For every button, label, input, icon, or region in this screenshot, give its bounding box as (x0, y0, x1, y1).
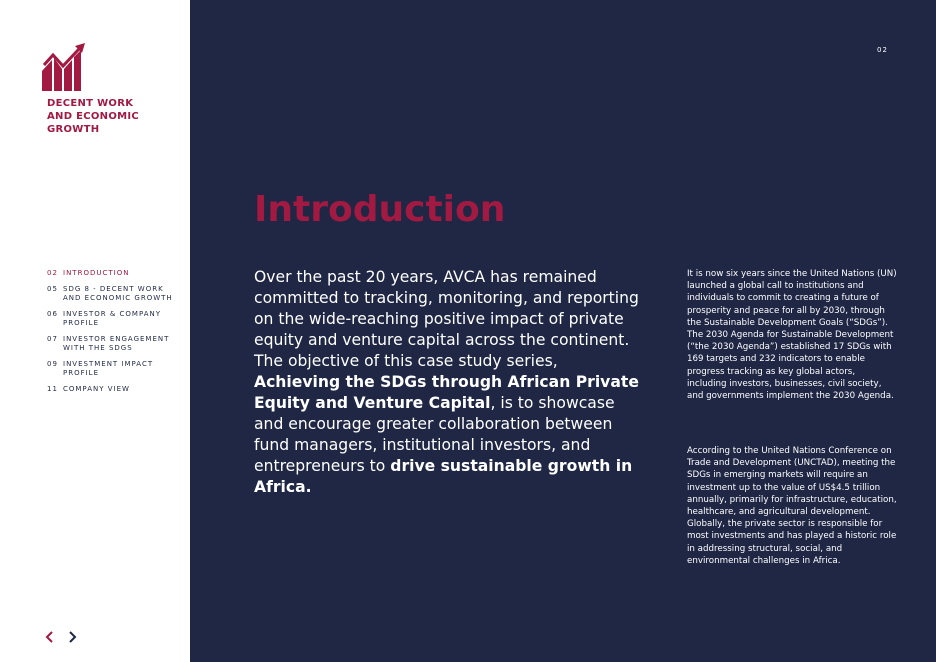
toc-item-investment-impact[interactable] (47, 360, 187, 379)
sdg-title-line: AND ECONOMIC (47, 111, 140, 122)
toc-item-investor-company-profile[interactable] (47, 310, 187, 329)
page-number: 02 (877, 46, 888, 54)
chevron-left-icon[interactable] (44, 630, 56, 644)
lead-text: , is to showcase and encourage greater collaboration between fund managers, institutional investors, and entrepreneurs to (254, 394, 615, 475)
toc-label: INVESTOR & COMPANY PROFILE (63, 309, 162, 327)
toc-item-sdg8[interactable] (47, 285, 187, 304)
toc-number: 09 (47, 359, 58, 368)
toc-label: INVESTMENT IMPACT PROFILE (63, 359, 154, 377)
toc-number: 07 (47, 334, 58, 343)
toc-number: 05 (47, 284, 58, 293)
toc-label: INVESTOR ENGAGEMENT WITH THE SDGS (63, 334, 170, 352)
lead-bold-closing: drive sustainable growth in Africa. (254, 457, 633, 496)
body-paragraph: According to the United Nations Conference on Trade and Development (UNCTAD), meeting the SDGs in emerging markets will require an investment up to the value of US$4.5 trillion annually, primarily for infrastructure, education, healthcare, and agricultural development. Globally, the private sector is responsible for most investments and has played a historic role in addressing structural, social, and environmental challenges in Africa. (687, 446, 897, 566)
body-paragraph: It is now six years since the United Nations (UN) launched a global call to institutions and individuals to commit to creating a future of prosperity and peace for all by 2030, through the Sustainable Development Goals (“SDGs”). The 2030 Agenda for Sustainable Development (“the 2030 Agenda”) established 17 SDGs with 169 targets and 232 indicators to enable progress tracking as key global actors, including investors, businesses, civil society, and governments implement the 2030 Agenda. (687, 269, 897, 402)
toc-number: 06 (47, 309, 58, 318)
page-navigation (44, 630, 84, 644)
page-title: Introduction (254, 189, 506, 230)
toc-label: INTRODUCTION (63, 269, 130, 277)
toc-number: 11 (47, 384, 58, 393)
toc-item-investor-engagement[interactable] (47, 335, 187, 354)
toc-item-introduction[interactable] (47, 269, 187, 279)
lead-bold-series-title: Achieving the SDGs through African Private Equity and Venture Capital (254, 373, 639, 412)
sdg-title-line: GROWTH (47, 124, 100, 135)
lead-paragraph (254, 267, 644, 498)
sidebar (0, 0, 190, 662)
chevron-right-icon[interactable] (66, 630, 78, 644)
sdg-title (47, 97, 187, 136)
toc-number: 02 (47, 269, 58, 277)
table-of-contents (47, 269, 187, 400)
sdg-title-line: DECENT WORK (47, 98, 134, 109)
toc-label: COMPANY VIEW (63, 384, 130, 393)
sdg8-growth-icon (42, 43, 86, 91)
toc-label: SDG 8 - DECENT WORK AND ECONOMIC GROWTH (63, 284, 173, 302)
toc-item-company-view[interactable] (47, 385, 187, 395)
lead-text: Over the past 20 years, AVCA has remained committed to tracking, monitoring, and reporting on the wide-reaching positive impact of private equity and venture capital across the continent. The objective of this case study series, (254, 268, 639, 370)
